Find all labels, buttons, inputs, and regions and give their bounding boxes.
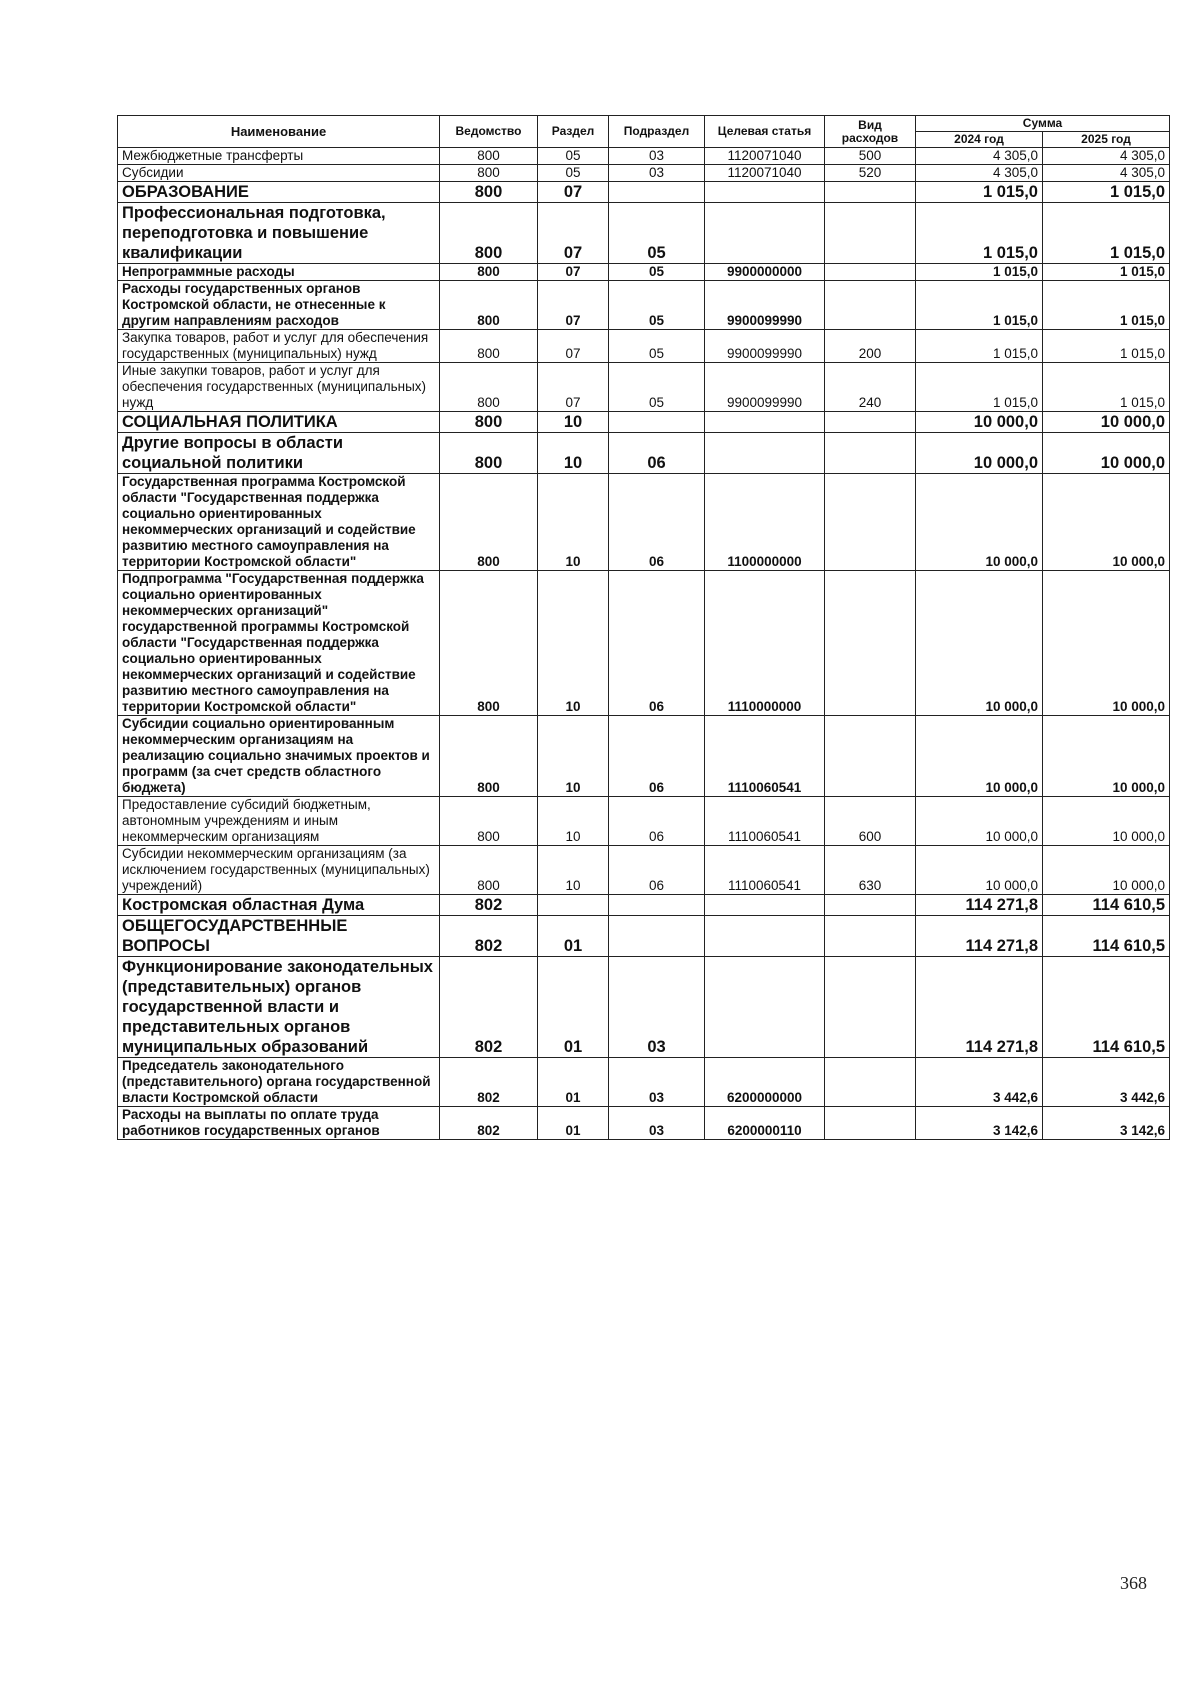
cell-name: Профессиональная подготовка, переподготовка и повышение квалификации (118, 203, 440, 264)
cell-2025: 114 610,5 (1043, 916, 1170, 957)
cell-target (705, 957, 825, 1058)
cell-subsection: 06 (609, 571, 705, 716)
header-2024: 2024 год (916, 132, 1043, 148)
cell-target: 1120071040 (705, 148, 825, 165)
cell-2024: 3 142,6 (916, 1107, 1043, 1140)
cell-name: ОБЩЕГОСУДАРСТВЕННЫЕ ВОПРОСЫ (118, 916, 440, 957)
cell-2024: 114 271,8 (916, 957, 1043, 1058)
cell-section: 07 (538, 330, 609, 363)
cell-section: 10 (538, 716, 609, 797)
cell-name: Костромская областная Дума (118, 895, 440, 916)
cell-section (538, 895, 609, 916)
cell-kind (825, 203, 916, 264)
cell-target: 6200000000 (705, 1058, 825, 1107)
cell-dept: 800 (440, 363, 538, 412)
cell-subsection: 05 (609, 330, 705, 363)
cell-target: 9900000000 (705, 264, 825, 281)
cell-dept: 800 (440, 716, 538, 797)
cell-name: Иные закупки товаров, работ и услуг для обеспечения государственных (муниципальных) нужд (118, 363, 440, 412)
table-row (118, 571, 1170, 716)
cell-subsection: 05 (609, 264, 705, 281)
cell-2025: 3 442,6 (1043, 1058, 1170, 1107)
table-row (118, 182, 1170, 203)
cell-target (705, 412, 825, 433)
cell-kind (825, 1058, 916, 1107)
cell-2024: 10 000,0 (916, 571, 1043, 716)
cell-kind (825, 916, 916, 957)
cell-subsection (609, 182, 705, 203)
cell-kind (825, 716, 916, 797)
cell-target: 1110060541 (705, 797, 825, 846)
table-row (118, 330, 1170, 363)
cell-section: 07 (538, 281, 609, 330)
cell-2025: 10 000,0 (1043, 474, 1170, 571)
cell-2024: 1 015,0 (916, 363, 1043, 412)
cell-subsection: 06 (609, 716, 705, 797)
cell-2024: 114 271,8 (916, 895, 1043, 916)
cell-name: Расходы на выплаты по оплате труда работников государственных органов (118, 1107, 440, 1140)
cell-target: 9900099990 (705, 330, 825, 363)
cell-2024: 1 015,0 (916, 281, 1043, 330)
cell-name: Субсидии некоммерческим организациям (за исключением государственных (муниципальных) учреждений) (118, 846, 440, 895)
table-row (118, 264, 1170, 281)
cell-2025: 10 000,0 (1043, 716, 1170, 797)
cell-subsection: 05 (609, 363, 705, 412)
cell-section: 07 (538, 182, 609, 203)
header-subsection: Подраздел (609, 116, 705, 148)
cell-target (705, 203, 825, 264)
cell-2025: 1 015,0 (1043, 363, 1170, 412)
cell-2025: 10 000,0 (1043, 412, 1170, 433)
cell-2024: 10 000,0 (916, 716, 1043, 797)
cell-section: 10 (538, 846, 609, 895)
cell-section: 10 (538, 571, 609, 716)
table-row (118, 916, 1170, 957)
cell-name: Закупка товаров, работ и услуг для обеспечения государственных (муниципальных) нужд (118, 330, 440, 363)
cell-subsection (609, 916, 705, 957)
cell-dept: 800 (440, 433, 538, 474)
cell-2025: 1 015,0 (1043, 281, 1170, 330)
cell-dept: 800 (440, 797, 538, 846)
cell-section: 07 (538, 203, 609, 264)
cell-2025: 10 000,0 (1043, 571, 1170, 716)
cell-section: 07 (538, 264, 609, 281)
cell-dept: 800 (440, 281, 538, 330)
table-row (118, 412, 1170, 433)
cell-name: Субсидии социально ориентированным некоммерческим организациям на реализацию социально значимых проектов и программ (за счет средств областного бюджета) (118, 716, 440, 797)
cell-kind: 600 (825, 797, 916, 846)
cell-name: Субсидии (118, 165, 440, 182)
cell-kind (825, 571, 916, 716)
cell-2024: 1 015,0 (916, 264, 1043, 281)
cell-name: Предоставление субсидий бюджетным, автономным учреждениям и иным некоммерческим организациям (118, 797, 440, 846)
cell-target: 1100000000 (705, 474, 825, 571)
cell-dept: 802 (440, 1107, 538, 1140)
cell-name: Другие вопросы в области социальной политики (118, 433, 440, 474)
cell-subsection: 03 (609, 1107, 705, 1140)
cell-2024: 1 015,0 (916, 203, 1043, 264)
header-dept: Ведомство (440, 116, 538, 148)
cell-subsection: 03 (609, 165, 705, 182)
cell-kind: 520 (825, 165, 916, 182)
cell-2025: 114 610,5 (1043, 957, 1170, 1058)
cell-dept: 800 (440, 148, 538, 165)
table-row (118, 474, 1170, 571)
cell-kind: 240 (825, 363, 916, 412)
cell-2024: 10 000,0 (916, 412, 1043, 433)
table-row (118, 203, 1170, 264)
table-row (118, 1107, 1170, 1140)
table-row (118, 433, 1170, 474)
cell-subsection: 06 (609, 846, 705, 895)
cell-subsection (609, 895, 705, 916)
cell-dept: 800 (440, 330, 538, 363)
header-sum: Сумма (916, 116, 1170, 132)
cell-name: Функционирование законодательных (представительных) органов государственной власти и представительных органов муниципальных образований (118, 957, 440, 1058)
cell-dept: 800 (440, 182, 538, 203)
budget-table-container (117, 115, 1169, 1140)
cell-dept: 802 (440, 957, 538, 1058)
cell-name: Государственная программа Костромской области "Государственная поддержка социально ориентированных некоммерческих организаций и содействие развитию местного самоуправления на территории Костромской области" (118, 474, 440, 571)
cell-target (705, 895, 825, 916)
cell-2024: 10 000,0 (916, 797, 1043, 846)
cell-kind: 630 (825, 846, 916, 895)
header-kind: Вид расходов (825, 116, 916, 148)
cell-subsection: 03 (609, 1058, 705, 1107)
cell-subsection: 05 (609, 281, 705, 330)
cell-name: ОБРАЗОВАНИЕ (118, 182, 440, 203)
cell-name: Председатель законодательного (представительного) органа государственной власти Костромской области (118, 1058, 440, 1107)
cell-kind (825, 412, 916, 433)
table-row (118, 1058, 1170, 1107)
cell-kind (825, 433, 916, 474)
cell-subsection: 06 (609, 474, 705, 571)
cell-target (705, 182, 825, 203)
cell-dept: 800 (440, 165, 538, 182)
cell-dept: 802 (440, 1058, 538, 1107)
cell-section: 10 (538, 474, 609, 571)
cell-section: 01 (538, 957, 609, 1058)
cell-subsection: 03 (609, 148, 705, 165)
cell-section: 07 (538, 363, 609, 412)
cell-target: 1110000000 (705, 571, 825, 716)
cell-section: 05 (538, 148, 609, 165)
cell-dept: 800 (440, 264, 538, 281)
cell-name: СОЦИАЛЬНАЯ ПОЛИТИКА (118, 412, 440, 433)
cell-target: 6200000110 (705, 1107, 825, 1140)
cell-target: 1110060541 (705, 846, 825, 895)
cell-section: 01 (538, 1058, 609, 1107)
cell-2025: 4 305,0 (1043, 148, 1170, 165)
header-target: Целевая статья (705, 116, 825, 148)
cell-dept: 800 (440, 846, 538, 895)
cell-target: 1110060541 (705, 716, 825, 797)
cell-subsection (609, 412, 705, 433)
cell-2025: 1 015,0 (1043, 182, 1170, 203)
table-row (118, 957, 1170, 1058)
cell-2025: 10 000,0 (1043, 433, 1170, 474)
cell-2024: 10 000,0 (916, 433, 1043, 474)
cell-2025: 1 015,0 (1043, 203, 1170, 264)
cell-kind (825, 1107, 916, 1140)
cell-2025: 10 000,0 (1043, 797, 1170, 846)
cell-subsection: 03 (609, 957, 705, 1058)
budget-table (117, 115, 1170, 1140)
table-row (118, 363, 1170, 412)
cell-subsection: 06 (609, 433, 705, 474)
cell-target (705, 433, 825, 474)
cell-2025: 1 015,0 (1043, 264, 1170, 281)
cell-2025: 1 015,0 (1043, 330, 1170, 363)
cell-2024: 10 000,0 (916, 474, 1043, 571)
cell-dept: 802 (440, 916, 538, 957)
cell-2024: 114 271,8 (916, 916, 1043, 957)
cell-dept: 800 (440, 412, 538, 433)
cell-name: Расходы государственных органов Костромской области, не отнесенные к другим направлениям расходов (118, 281, 440, 330)
cell-subsection: 05 (609, 203, 705, 264)
cell-subsection: 06 (609, 797, 705, 846)
cell-name: Межбюджетные трансферты (118, 148, 440, 165)
cell-dept: 800 (440, 474, 538, 571)
cell-target: 9900099990 (705, 281, 825, 330)
header-2025: 2025 год (1043, 132, 1170, 148)
cell-kind (825, 957, 916, 1058)
cell-name: Подпрограмма "Государственная поддержка социально ориентированных некоммерческих организаций" государственной программы Костромской области "Государственная поддержка социально ориентированных некоммерческих организаций и содействие развитию местного самоуправления на территории Костромской области" (118, 571, 440, 716)
cell-kind (825, 264, 916, 281)
cell-section: 01 (538, 916, 609, 957)
cell-2024: 3 442,6 (916, 1058, 1043, 1107)
cell-section: 10 (538, 797, 609, 846)
page-number: 368 (1120, 1573, 1147, 1593)
cell-2025: 3 142,6 (1043, 1107, 1170, 1140)
cell-kind (825, 895, 916, 916)
cell-target: 1120071040 (705, 165, 825, 182)
table-row (118, 165, 1170, 182)
cell-2025: 114 610,5 (1043, 895, 1170, 916)
cell-dept: 800 (440, 571, 538, 716)
cell-dept: 802 (440, 895, 538, 916)
cell-dept: 800 (440, 203, 538, 264)
cell-2024: 1 015,0 (916, 182, 1043, 203)
cell-target (705, 916, 825, 957)
cell-kind: 200 (825, 330, 916, 363)
table-row (118, 148, 1170, 165)
cell-kind (825, 474, 916, 571)
header-name: Наименование (118, 116, 440, 148)
cell-kind: 500 (825, 148, 916, 165)
table-row (118, 797, 1170, 846)
cell-section: 10 (538, 412, 609, 433)
cell-kind (825, 281, 916, 330)
cell-name: Непрограммные расходы (118, 264, 440, 281)
cell-2024: 4 305,0 (916, 148, 1043, 165)
cell-kind (825, 182, 916, 203)
cell-2024: 4 305,0 (916, 165, 1043, 182)
cell-section: 01 (538, 1107, 609, 1140)
cell-section: 10 (538, 433, 609, 474)
cell-2025: 4 305,0 (1043, 165, 1170, 182)
table-row (118, 716, 1170, 797)
cell-2025: 10 000,0 (1043, 846, 1170, 895)
header-section: Раздел (538, 116, 609, 148)
cell-target: 9900099990 (705, 363, 825, 412)
table-row (118, 846, 1170, 895)
cell-2024: 10 000,0 (916, 846, 1043, 895)
table-row (118, 281, 1170, 330)
cell-2024: 1 015,0 (916, 330, 1043, 363)
cell-section: 05 (538, 165, 609, 182)
table-body (118, 148, 1170, 1140)
table-row (118, 895, 1170, 916)
